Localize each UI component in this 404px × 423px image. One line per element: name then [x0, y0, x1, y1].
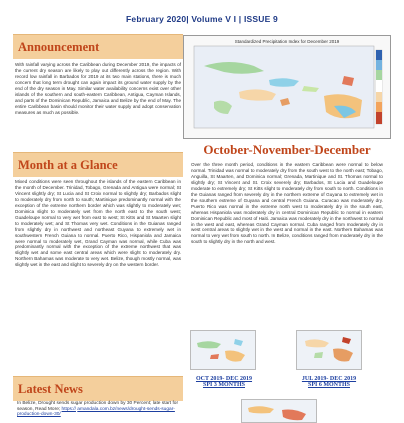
spi6-caption-line2: SPI 6 MONTHS [307, 382, 350, 389]
spi-map-graphic [184, 36, 390, 138]
month-glance-text: Mixed conditions were seen throughout the islands of the eastern Caribbean in the month of December. Trinidad, Tobago, Grenada and Antigua were normal; St Vincent slightly dry; St Lucia and St Croix normal to slightly dry; Barbados slight to moderately dry from north to south; Martinique predominantly normal with the exception of the extreme northern border which was slightly to moderately wet; Dominica slight to moderately wet from the north east to the south west; Guadeloupe normal to very wet from east to west; St Kitts and St Maarten slight to moderately wet; and St Thomas very wet. Conditions in the Guianas ranged from slightly dry in northwest and northeast Guyana to extremely wet in southwestern French Guiana to normal. Puerto Rico, Hispaniola and Jamaica were normal to moderately wet, Grand Cayman was normal, while Cuba was predominantly normal with the exception of the extreme northwest that was slightly wet and some east central areas which were slight to moderately dry. Northern Bahamas was moderate to very wet. Belize, though mostly normal, was slightly wet in the east and slight to severely dry on the western border. [15, 179, 181, 268]
bottom-map-graphic [242, 400, 316, 422]
announcement-text: With rainfall varying across the Caribbean during December 2019, the impacts of the current dry season are likely to play out differently across the region. With record low rainfall in Barbados for 2019 at its two main stations, there is much concern that long term drought can again impact its ground water supply by the end of the dry season in May. Similar water availability concerns exist over other islands of the southern and south-eastern Caribbean, Antigua, Cayman Islands, and parts of the Dominican Republic, Jamaica and Belize by the end of May. The entire Caribbean basin should monitor their water supply and adopt conservation measures as much as possible. [13, 59, 183, 173]
issue-header: February 2020| Volume V I | ISSUE 9 [126, 14, 278, 24]
spi6-map-graphic [297, 331, 361, 369]
month-glance-heading-band [13, 152, 183, 177]
spi6-caption[interactable] [294, 376, 364, 388]
spi3-map-graphic [191, 331, 255, 369]
spi6-caption-line1: JUL 2019- DEC 2019 [301, 376, 357, 382]
bottom-map-thumbnail [241, 399, 317, 423]
latest-news-heading: Latest News [18, 382, 83, 396]
news-link[interactable]: https:// [61, 406, 76, 412]
spi3-map [190, 330, 256, 370]
month-glance-heading: Month at a Glance [18, 158, 118, 172]
spi3-caption-line2: SPI 3 MONTHS [202, 382, 245, 389]
spi3-caption-line1: OCT 2019- DEC 2019 [195, 376, 253, 382]
announcement-heading-band [13, 34, 183, 59]
spi-map-december [183, 35, 391, 139]
news-link-url[interactable]: amandala.com.bz/news/drought-sends-sugar-production-down-30/ [17, 406, 175, 418]
ond-text: Over the three month period, conditions in the eastern Caribbean were normal to below normal. Trinidad was normal to moderately dry from the south west to the north east; Tobago, Anguilla, St Maarten, and Dominica normal; Grenada, Martinique and St. Thomas normal to slightly dry; St Vincent and St. Croix severely dry; Barbados, St Lucia and Guadeloupe moderate to extremely dry; St Kitts slight to moderately dry from south to north. Conditions in the Guianas ranged from severely dry in the northern extreme of Guyana to extremely wet in the southern extreme of Guyana and central French Guiana. Curacao was moderately dry. Puerto Rico was normal in the extreme north west to moderately dry in the south east, whereas Hispaniola was moderately dry in central Dominican Republic to normal in eastern Dominican Republic and most of Haiti. Jamaica was moderately dry in the northwest to normal in the west and east, whereas Grand Cayman normal. Cuba ranged from moderately dry in west central areas to slightly wet in the west and normal in the east. Northern Bahamas was normal to very wet from south to north. In Belize, conditions ranged from moderately dry in the south to slightly dry in the north and west. [191, 162, 383, 245]
spi6-map [296, 330, 362, 370]
ond-heading: October-November-December [203, 142, 371, 157]
right-column [183, 140, 391, 245]
latest-news-box [13, 398, 183, 423]
latest-news-item [13, 401, 183, 418]
announcement-heading: Announcement [18, 40, 100, 54]
map-title: Standardized Precipitation Index for December 2019 [234, 39, 340, 44]
spi3-caption[interactable] [190, 376, 258, 388]
left-column [13, 34, 183, 418]
news-text: In Belize, Drought sends sugar production down by 30 Percent; late start for season, Read More; [17, 401, 179, 412]
